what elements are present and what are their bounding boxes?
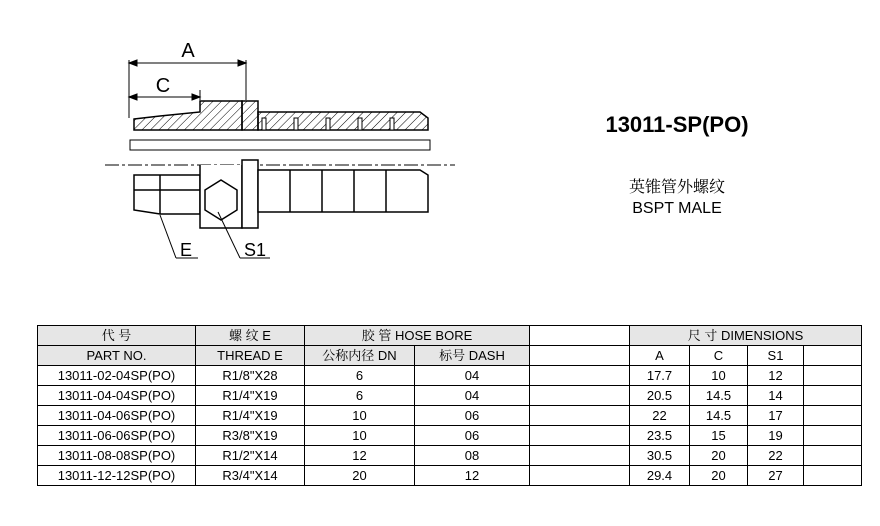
col-thread-e-header: THREAD E xyxy=(196,346,305,366)
col-thread-header: 螺 纹 E xyxy=(196,326,305,346)
col-blank-header xyxy=(530,326,630,346)
cell-part: 13011-08-08SP(PO) xyxy=(38,446,196,466)
product-desc-en: BSPT MALE xyxy=(632,200,722,217)
cell-a: 20.5 xyxy=(630,386,690,406)
cell-s1: 17 xyxy=(748,406,804,426)
header-row-2 xyxy=(38,346,862,366)
col-hose-header: 胶 管 HOSE BORE xyxy=(305,326,530,346)
cell-dn: 12 xyxy=(305,446,415,466)
product-code: 13011-SP(PO) xyxy=(605,112,749,137)
col-c-header: C xyxy=(690,346,748,366)
spec-table xyxy=(37,325,862,486)
cell-dash: 12 xyxy=(415,466,530,486)
cell-c: 20 xyxy=(690,446,748,466)
table-row xyxy=(38,466,862,486)
cell-a: 23.5 xyxy=(630,426,690,446)
col-s1-header: S1 xyxy=(748,346,804,366)
cell-dn: 6 xyxy=(305,366,415,386)
cell-blank xyxy=(804,466,862,486)
cell-blank xyxy=(804,386,862,406)
cell-part: 13011-02-04SP(PO) xyxy=(38,366,196,386)
cell-s1: 14 xyxy=(748,386,804,406)
table-row xyxy=(38,426,862,446)
cell-part: 13011-06-06SP(PO) xyxy=(38,426,196,446)
col-part-header: PART NO. xyxy=(38,346,196,366)
col-dims-header: 尺 寸 DIMENSIONS xyxy=(630,326,862,346)
cell-blank xyxy=(530,366,630,386)
cell-blank xyxy=(804,406,862,426)
table-row xyxy=(38,386,862,406)
cell-dash: 08 xyxy=(415,446,530,466)
fitting-technical-drawing xyxy=(0,0,560,300)
cell-a: 22 xyxy=(630,406,690,426)
dim-c-label: C xyxy=(155,75,171,97)
cell-c: 20 xyxy=(690,466,748,486)
cell-dn: 10 xyxy=(305,426,415,446)
cell-blank xyxy=(804,366,862,386)
cell-thread: R3/8"X19 xyxy=(196,426,305,446)
cell-blank xyxy=(530,406,630,426)
header-row-1 xyxy=(38,326,862,346)
cell-blank xyxy=(804,426,862,446)
cell-blank xyxy=(804,446,862,466)
cell-blank xyxy=(530,426,630,446)
cell-c: 14.5 xyxy=(690,406,748,426)
cell-c: 14.5 xyxy=(690,386,748,406)
cell-part: 13011-12-12SP(PO) xyxy=(38,466,196,486)
cell-dash: 06 xyxy=(415,406,530,426)
cell-dn: 20 xyxy=(305,466,415,486)
cell-s1: 27 xyxy=(748,466,804,486)
cell-thread: R1/2"X14 xyxy=(196,446,305,466)
cell-dn: 10 xyxy=(305,406,415,426)
col-dn-header: 公称内径 DN xyxy=(305,346,415,366)
cell-thread: R1/4"X19 xyxy=(196,386,305,406)
product-desc-cn: 英锥管外螺纹 xyxy=(628,179,725,196)
col-dash-header: 标号 DASH xyxy=(415,346,530,366)
cell-blank xyxy=(530,446,630,466)
table-row xyxy=(38,366,862,386)
col-a-header: A xyxy=(630,346,690,366)
cell-blank xyxy=(530,466,630,486)
fitting-section-upper xyxy=(130,101,430,150)
cell-a: 29.4 xyxy=(630,466,690,486)
cell-a: 17.7 xyxy=(630,366,690,386)
cell-dash: 04 xyxy=(415,366,530,386)
col-blank-header-2 xyxy=(530,346,630,366)
table-row xyxy=(38,406,862,426)
dim-a-label: A xyxy=(181,40,195,62)
cell-part: 13011-04-04SP(PO) xyxy=(38,386,196,406)
col-code-header: 代 号 xyxy=(38,326,196,346)
cell-dash: 04 xyxy=(415,386,530,406)
cell-c: 10 xyxy=(690,366,748,386)
cell-a: 30.5 xyxy=(630,446,690,466)
cell-part: 13011-04-06SP(PO) xyxy=(38,406,196,426)
cell-s1: 22 xyxy=(748,446,804,466)
cell-dn: 6 xyxy=(305,386,415,406)
table-row xyxy=(38,446,862,466)
cell-dash: 06 xyxy=(415,426,530,446)
cell-s1: 19 xyxy=(748,426,804,446)
col-blank-header-3 xyxy=(804,346,862,366)
cell-thread: R3/4"X14 xyxy=(196,466,305,486)
cell-blank xyxy=(530,386,630,406)
cell-thread: R1/8"X28 xyxy=(196,366,305,386)
dim-s1-label: S1 xyxy=(243,240,267,260)
cell-c: 15 xyxy=(690,426,748,446)
cell-s1: 12 xyxy=(748,366,804,386)
fitting-outline-lower xyxy=(134,160,428,228)
dim-e-label: E xyxy=(179,240,193,260)
cell-thread: R1/4"X19 xyxy=(196,406,305,426)
